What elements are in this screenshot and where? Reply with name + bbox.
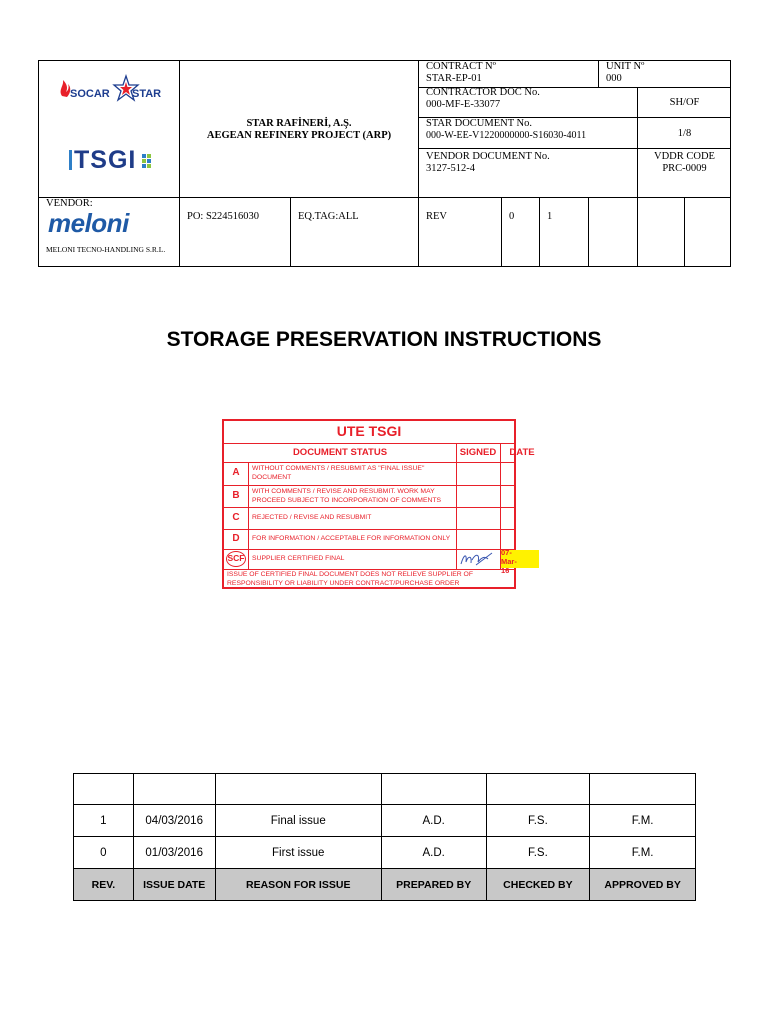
divider [539,197,540,267]
eq-tag: EQ.TAG:ALL [298,211,359,222]
table-cell: A.D. [381,805,486,837]
stamp-text-d: FOR INFORMATION / ACCEPTABLE FOR INFORMATION ONLY [252,535,451,542]
stamp-code-c: C [232,512,240,523]
table-header-cell: REASON FOR ISSUE [215,869,381,901]
stamp-date-value: 07-Mar-16 [501,548,517,575]
divider [501,197,502,267]
stamp-col-date: DATE [509,447,535,458]
vendor-doc-value: 3127-512-4 [426,163,475,174]
table-row [74,805,696,837]
table-cell [133,774,215,805]
table-cell: 1 [74,805,134,837]
rev-label: REV [426,211,447,222]
divider [38,197,731,198]
table-row [74,837,696,869]
table-cell: Final issue [215,805,381,837]
table-cell: 04/03/2016 [133,805,215,837]
sheet-value: 1/8 [677,128,692,139]
vendor-label: VENDOR: [46,198,93,209]
divider [418,148,731,149]
table-header-cell: REV. [74,869,134,901]
stamp-col-divider [456,443,457,569]
stamp-code-b: B [232,490,240,501]
table-header-cell: APPROVED BY [590,869,696,901]
table-cell [486,774,590,805]
table-header-row [74,869,696,901]
star-doc-label: STAR DOCUMENT No. [426,118,533,129]
table-cell [590,774,696,805]
stamp-text-c: REJECTED / REVISE AND RESUBMIT [252,514,372,521]
stamp-code-scf: SCF [227,553,245,563]
project-name: AEGEAN REFINERY PROJECT (ARP) [206,130,392,141]
contractor-doc-label: CONTRACTOR DOC No. [426,87,540,98]
unit-value: 000 [606,73,622,84]
divider [684,197,685,267]
star-wordmark: STAR [132,88,162,100]
meloni-wordmark: meloni [48,208,129,238]
table-cell [74,774,134,805]
signature-mark [458,550,498,568]
vendor-name: MELONI TECNO-HANDLING S.R.L. [46,245,166,254]
divider [290,197,291,267]
vendor-doc-label: VENDOR DOCUMENT No. [426,151,550,162]
table-cell: F.M. [590,837,696,869]
po-number: PO: S224516030 [187,211,260,222]
table-cell: F.S. [486,805,590,837]
stamp-text-a: WITHOUT COMMENTS / RESUBMIT AS "FINAL ISSUE" DOCUMENT [252,465,425,481]
table-cell: First issue [215,837,381,869]
stamp-footer: ISSUE OF CERTIFIED FINAL DOCUMENT DOES NOT RELIEVE SUPPLIER OF RESPONSIBILITY OR LIABILITY UNDER CONTRACT/PURCHASE ORDER [227,571,473,587]
stamp-col-divider [248,462,249,569]
document-title: STORAGE PRESERVATION INSTRUCTIONS [166,328,602,351]
stamp-col-status: DOCUMENT STATUS [292,447,388,458]
contractor-doc-value: 000-MF-E-33077 [426,99,501,110]
tsgi-wordmark: TSGI [74,146,137,174]
divider [179,60,180,267]
socar-wordmark: SOCAR [70,88,110,100]
table-cell: 01/03/2016 [133,837,215,869]
stamp-code-a: A [232,467,240,478]
company-name: STAR RAFİNERİ, A.Ş. [246,118,352,129]
rev-1: 1 [547,211,553,222]
table-cell: A.D. [381,837,486,869]
table-header-cell: PREPARED BY [381,869,486,901]
vddr-code-label: VDDR CODE [654,151,715,162]
table-header-cell: ISSUE DATE [133,869,215,901]
unit-label: UNIT Nº [606,61,645,72]
table-cell: 0 [74,837,134,869]
rev-0: 0 [509,211,515,222]
table-cell: F.M. [590,805,696,837]
stamp-text-scf: SUPPLIER CERTIFIED FINAL [252,555,345,562]
stamp-text-b: WITH COMMENTS / REVISE AND RESUBMIT. WORK MAY PROCEED SUBJECT TO INCORPORATION OF COMMENTS [252,488,442,504]
stamp-heading: UTE TSGI [336,423,402,439]
divider [598,60,599,87]
revision-table [73,773,696,901]
sh-of-label: SH/OF [669,97,700,108]
contract-value: STAR-EP-01 [426,73,482,84]
contract-label: CONTRACT Nº [426,61,496,72]
divider [418,60,419,267]
table-cell [381,774,486,805]
star-doc-value: 000-W-EE-V1220000000-S16030-4011 [426,130,587,141]
table-cell: F.S. [486,837,590,869]
document-status-stamp [222,419,535,589]
vddr-code-value: PRC-0009 [662,163,707,174]
table-cell [215,774,381,805]
table-header-cell: CHECKED BY [486,869,590,901]
socar-star-logo [56,74,166,108]
meloni-logo [48,208,158,240]
divider [637,197,638,267]
table-row [74,774,696,805]
divider [588,197,589,267]
stamp-col-signed: SIGNED [459,447,497,458]
tsgi-logo [68,146,158,174]
stamp-code-d: D [232,533,240,544]
